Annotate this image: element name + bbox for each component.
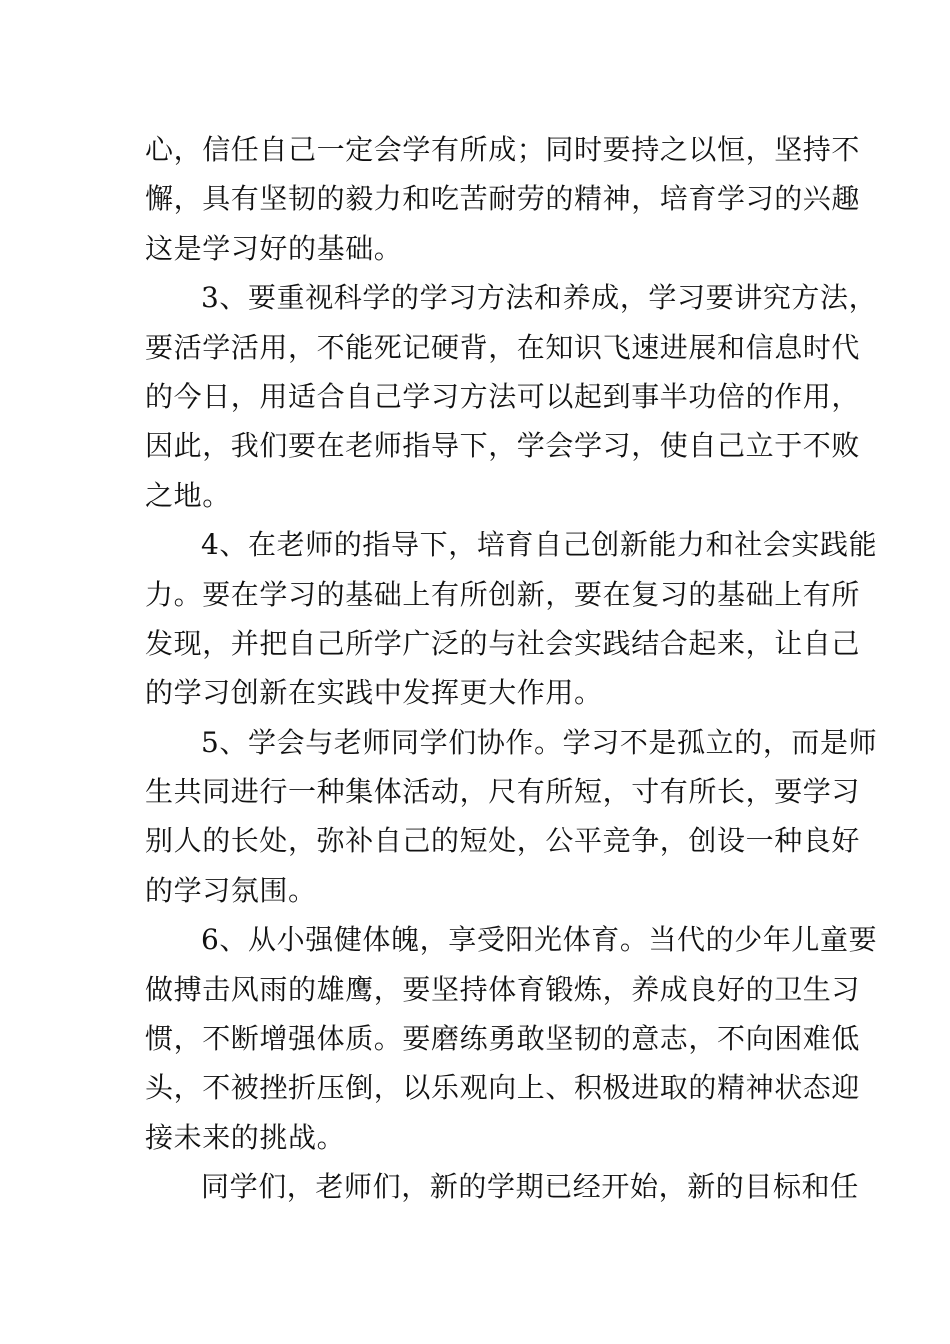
text-line: 4、在老师的指导下，培育自己创新能力和社会实践能 <box>201 528 878 562</box>
text-line: 发现，并把自己所学广泛的与社会实践结合起来，让自己 <box>145 626 861 660</box>
paragraph-2 <box>145 273 878 520</box>
paragraph-6 <box>145 1162 859 1211</box>
text-line: 这是学习好的基础。 <box>145 231 403 265</box>
text-line: 的学习创新在实践中发挥更大作用。 <box>145 676 603 710</box>
text-line: 生共同进行一种集体活动，尺有所短，寸有所长，要学习 <box>145 775 861 809</box>
text-line: 懈，具有坚韧的毅力和吃苦耐劳的精神，培育学习的兴趣 <box>145 182 861 216</box>
text-line: 头，不被挫折压倒，以乐观向上、积极进取的精神状态迎 <box>145 1071 861 1105</box>
text-line: 6、从小强健体魄，享受阳光体育。当代的少年儿童要 <box>201 923 878 957</box>
text-line: 因此，我们要在老师指导下，学会学习，使自己立于不败 <box>145 429 861 463</box>
text-line: 力。要在学习的基础上有所创新，要在复习的基础上有所 <box>145 577 861 611</box>
text-line: 心，信任自己一定会学有所成；同时要持之以恒，坚持不 <box>145 133 861 166</box>
text-line: 5、学会与老师同学们协作。学习不是孤立的，而是师 <box>201 725 878 759</box>
text-line: 惯，不断增强体质。要磨练勇敢坚韧的意志，不向困难低 <box>145 1022 861 1056</box>
text-line: 之地。 <box>145 478 231 512</box>
text-line: 别人的长处，弥补自己的短处，公平竞争，创设一种良好 <box>145 824 861 858</box>
paragraph-5 <box>145 915 878 1162</box>
text-line: 同学们，老师们，新的学期已经开始，新的目标和任 <box>201 1170 859 1204</box>
text-line: 的今日，用适合自己学习方法可以起到事半功倍的作用， <box>145 379 861 413</box>
paragraph-4 <box>145 718 878 916</box>
paragraph-3 <box>145 520 878 718</box>
paragraph-1 <box>145 125 861 273</box>
text-line: 要活学活用，不能死记硬背，在知识飞速进展和信息时代 <box>145 330 861 364</box>
text-line: 3、要重视科学的学习方法和养成，学习要讲究方法， <box>201 281 878 315</box>
text-line: 做搏击风雨的雄鹰，要坚持体育锻炼，养成良好的卫生习 <box>145 972 861 1006</box>
document-body <box>145 125 878 1212</box>
text-line: 接未来的挑战。 <box>145 1120 346 1154</box>
text-line: 的学习氛围。 <box>145 873 317 907</box>
